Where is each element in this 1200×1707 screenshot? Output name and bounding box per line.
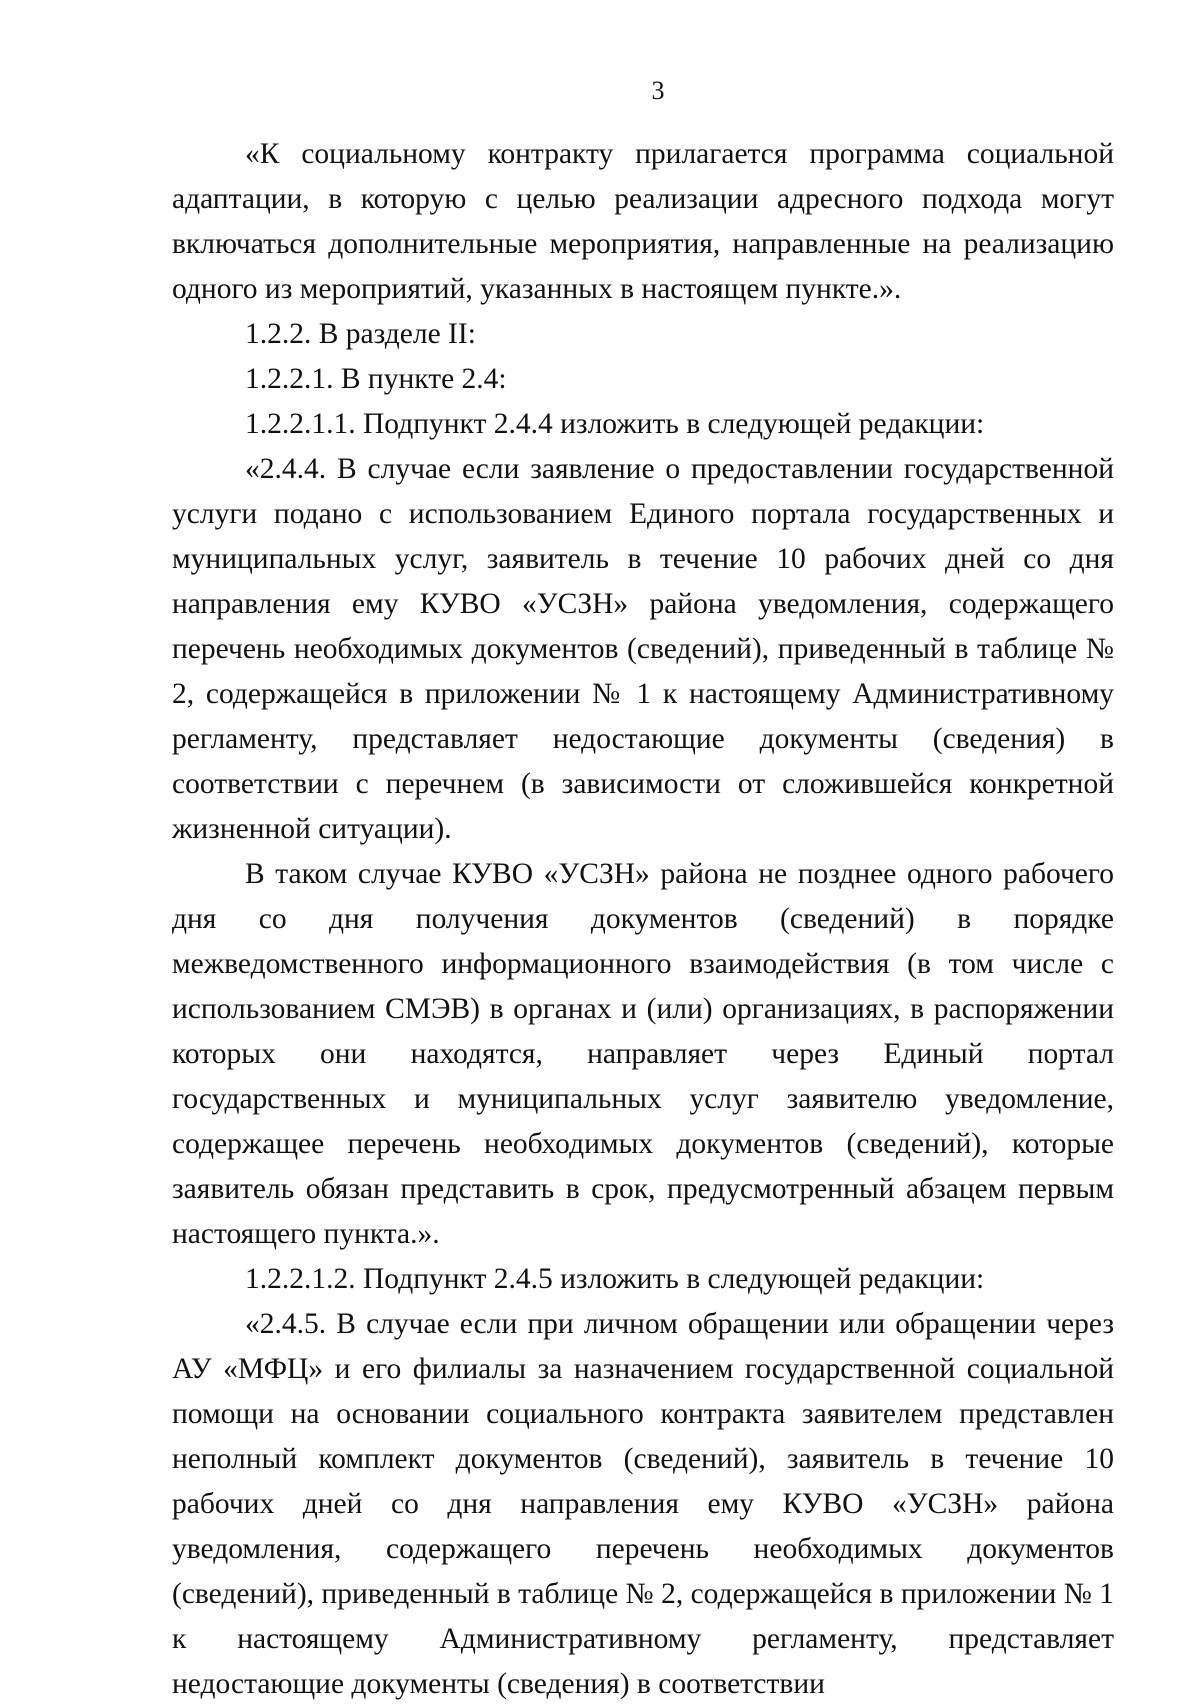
paragraph-uszn-notification: В таком случае КУВО «УСЗН» района не позднее одного рабочего дня со дня получения документов (сведений) в порядке межведомственного информационного взаимодействия (в том числе с использованием СМЭВ) в органах и (или) организациях, в распоряжении которых они находятся, направляет через Единый портал государственных и муниципальных услуг заявителю уведомление, содержащее перечень необходимых документов (сведений), которые заявитель обязан представить в срок, предусмотренный абзацем первым настоящего пункта.». xyxy=(172,858,1114,1250)
paragraph-section-2: 1.2.2. В разделе II: xyxy=(245,318,476,350)
document-body xyxy=(172,132,1114,1707)
paragraph-point-2-4: 1.2.2.1. В пункте 2.4: xyxy=(245,363,507,395)
paragraph-subpoint-2-4-5-text: «2.4.5. В случае если при личном обращении или обращении через АУ «МФЦ» и его филиалы за назначением государственной социальной помощи на основании социального контракта заявителем представлен неполный комплект документов (сведений), заявитель в течение 10 рабочих дней со дня направления ему КУВО «УСЗН» района уведомления, содержащего перечень необходимых документов (сведений), приведенный в таблице № 2, содержащейся в приложении № 1 к настоящему Административному регламенту, представляет недостающие документы (сведения) в соответствии xyxy=(172,1308,1114,1700)
paragraph-contract-program: «К социальному контракту прилагается программа социальной адаптации, в которую с целью реализации адресного подхода могут включаться дополнительные мероприятия, направленные на реализацию одного из мероприятий, указанных в настоящем пункте.». xyxy=(172,138,1114,305)
page-number: 3 xyxy=(651,76,665,105)
paragraph-subpoint-2-4-4-heading: 1.2.2.1.1. Подпункт 2.4.4 изложить в следующей редакции: xyxy=(245,408,985,440)
paragraph-subpoint-2-4-5-heading: 1.2.2.1.2. Подпункт 2.4.5 изложить в следующей редакции: xyxy=(245,1263,985,1295)
paragraph-subpoint-2-4-4-text: «2.4.4. В случае если заявление о предоставлении государственной услуги подано с использованием Единого портала государственных и муниципальных услуг, заявитель в течение 10 рабочих дней со дня направления ему КУВО «УСЗН» района уведомления, содержащего перечень необходимых документов (сведений), приведенный в таблице № 2, содержащейся в приложении № 1 к настоящему Административному регламенту, представляет недостающие документы (сведения) в соответствии с перечнем (в зависимости от сложившейся конкретной жизненной ситуации). xyxy=(172,453,1114,845)
